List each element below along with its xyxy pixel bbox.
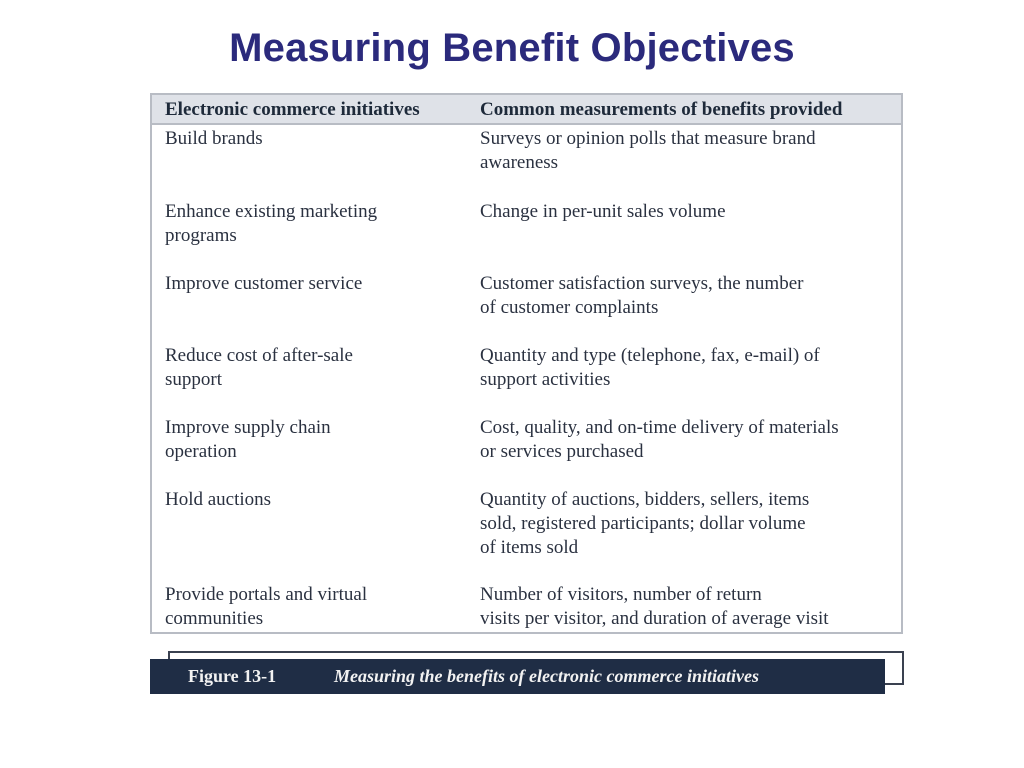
initiative-line: operation [165,441,237,462]
initiative-line: Build brands [165,128,263,149]
measurement-line: Number of visitors, number of return [480,584,762,605]
measurement-cell [480,416,895,464]
initiative-line: Improve supply chain [165,417,331,438]
measurement-line: Quantity of auctions, bidders, sellers, items [480,489,810,510]
figure-caption [150,659,885,694]
measurement-cell [480,127,895,175]
initiative-line: Hold auctions [165,489,272,510]
measurement-cell [480,272,895,320]
header-initiatives: Electronic commerce initiatives [165,99,420,120]
initiative-line: support [165,369,222,390]
measurement-line: Surveys or opinion polls that measure brand [480,128,816,149]
benefits-table [150,93,903,634]
figure-caption-text: Measuring the benefits of electronic commerce initiatives [334,666,759,686]
measurement-line: of items sold [480,537,579,558]
table-header-row [152,93,901,125]
figure-number: Figure 13-1 [188,666,277,686]
measurement-line: of customer complaints [480,297,659,318]
initiative-cell [165,200,465,248]
measurement-line: visits per visitor, and duration of average visit [480,608,829,629]
measurement-line: Change in per-unit sales volume [480,201,726,222]
measurement-line: Cost, quality, and on-time delivery of materials [480,417,839,438]
measurement-cell [480,200,895,224]
measurement-line: support activities [480,369,611,390]
measurement-line: Customer satisfaction surveys, the number [480,273,804,294]
initiative-line: Enhance existing marketing [165,201,378,222]
initiative-line: Reduce cost of after-sale [165,345,353,366]
measurement-line: awareness [480,152,559,173]
measurement-line: or services purchased [480,441,644,462]
measurement-cell [480,488,895,560]
measurement-line: sold, registered participants; dollar volume [480,513,806,534]
slide-title: Measuring Benefit Objectives [229,26,795,70]
initiative-cell [165,416,465,464]
initiative-line: programs [165,225,237,246]
header-measurements: Common measurements of benefits provided [480,99,843,120]
initiative-cell [165,127,465,151]
initiative-line: Improve customer service [165,273,363,294]
initiative-cell [165,272,465,296]
initiative-line: communities [165,608,264,629]
measurement-cell [480,344,895,392]
initiative-cell [165,344,465,392]
initiative-cell [165,583,465,631]
initiative-cell [165,488,465,512]
measurement-cell [480,583,895,631]
measurement-line: Quantity and type (telephone, fax, e-mail) of [480,345,820,366]
initiative-line: Provide portals and virtual [165,584,368,605]
